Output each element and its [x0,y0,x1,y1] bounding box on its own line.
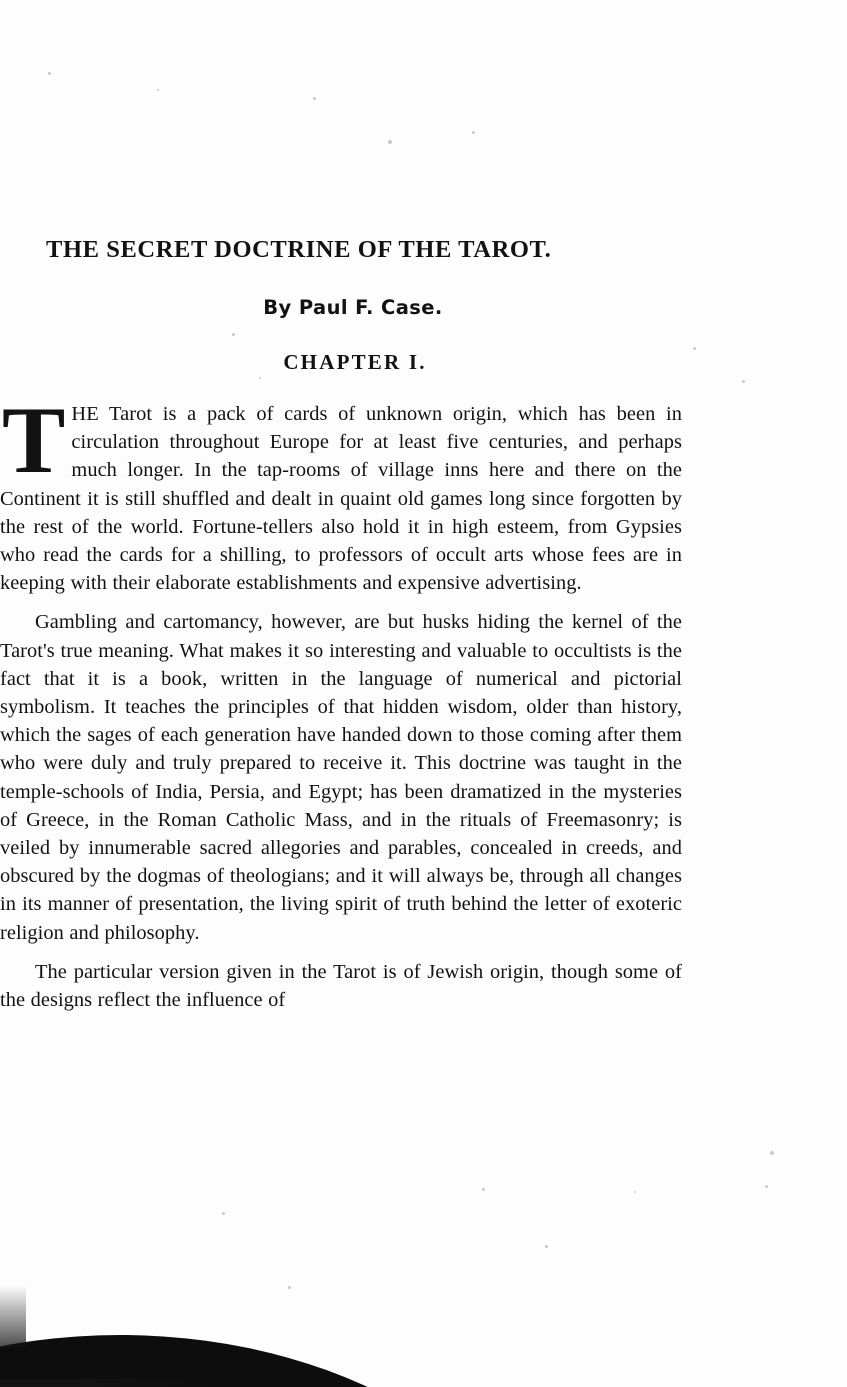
paragraph-2: Gambling and cartomancy, however, are but husks hiding the kernel of the Tarot's true meaning. What makes it so interesting and valuable to occultists is the fact that it is a book, written in the language of numerical and pictorial symbolism. It teaches the principles of that hidden wisdom, older than history, which the sages of each generation have handed down to those coming after them who were duly and truly prepared to receive it. This doctrine was taught in the temple-schools of India, Persia, and Egypt; has been dramatized in the mysteries of Greece, in the Roman Catholic Mass, and in the rituals of Freemasonry; is veiled by innumerable sacred allegories and parables, concealed in creeds, and obscured by the dogmas of theologians; and it will always be, through all changes in its manner of presentation, the living spirit of truth behind the letter of exoteric religion and philosophy. [0,611,682,944]
paragraph-1 [0,387,682,597]
scan-speck [313,97,316,100]
scan-speck [482,1188,485,1191]
scan-speck [232,333,235,336]
author-byline: By Paul F. Case. [263,296,443,319]
paragraph-3: The particular version given in the Tarot is of Jewish origin, though some of the designs reflect the influence of [0,960,682,1012]
scan-speck [388,140,392,144]
scan-speck [472,131,475,134]
scan-speck [742,380,745,383]
scan-speck [222,1212,225,1215]
scan-speck [545,1245,548,1248]
scan-speck [288,1286,291,1289]
scan-edge-artifact [0,1335,560,1387]
scan-speck [770,1151,774,1155]
chapter-heading: CHAPTER I. [283,350,427,374]
page-title: THE SECRET DOCTRINE OF THE TAROT. [46,236,552,263]
scan-speck [48,72,51,75]
scan-edge-gradient [0,1285,26,1347]
scan-edge-taper [0,1379,220,1387]
scan-speck [330,1375,333,1378]
body-text-block [0,387,682,1014]
scan-speck [634,1191,636,1193]
scan-speck [157,89,159,91]
scan-speck [765,1185,768,1188]
scan-speck [259,377,261,379]
drop-cap-letter: T [2,387,66,493]
paragraph-1-text: HE Tarot is a pack of cards of unknown origin, which has been in circulation throughout Europe for at least five centuries, and perhaps much longer. In the tap-rooms of village inns here and there on the Continent it is still shuffled and dealt in quaint old games long since forgotten by the rest of the world. Fortune-tellers also hold it in high esteem, from Gypsies who read the cards for a shilling, to professors of occult arts whose fees are in keeping with their elaborate establishments and expensive advertising. [0,403,682,595]
